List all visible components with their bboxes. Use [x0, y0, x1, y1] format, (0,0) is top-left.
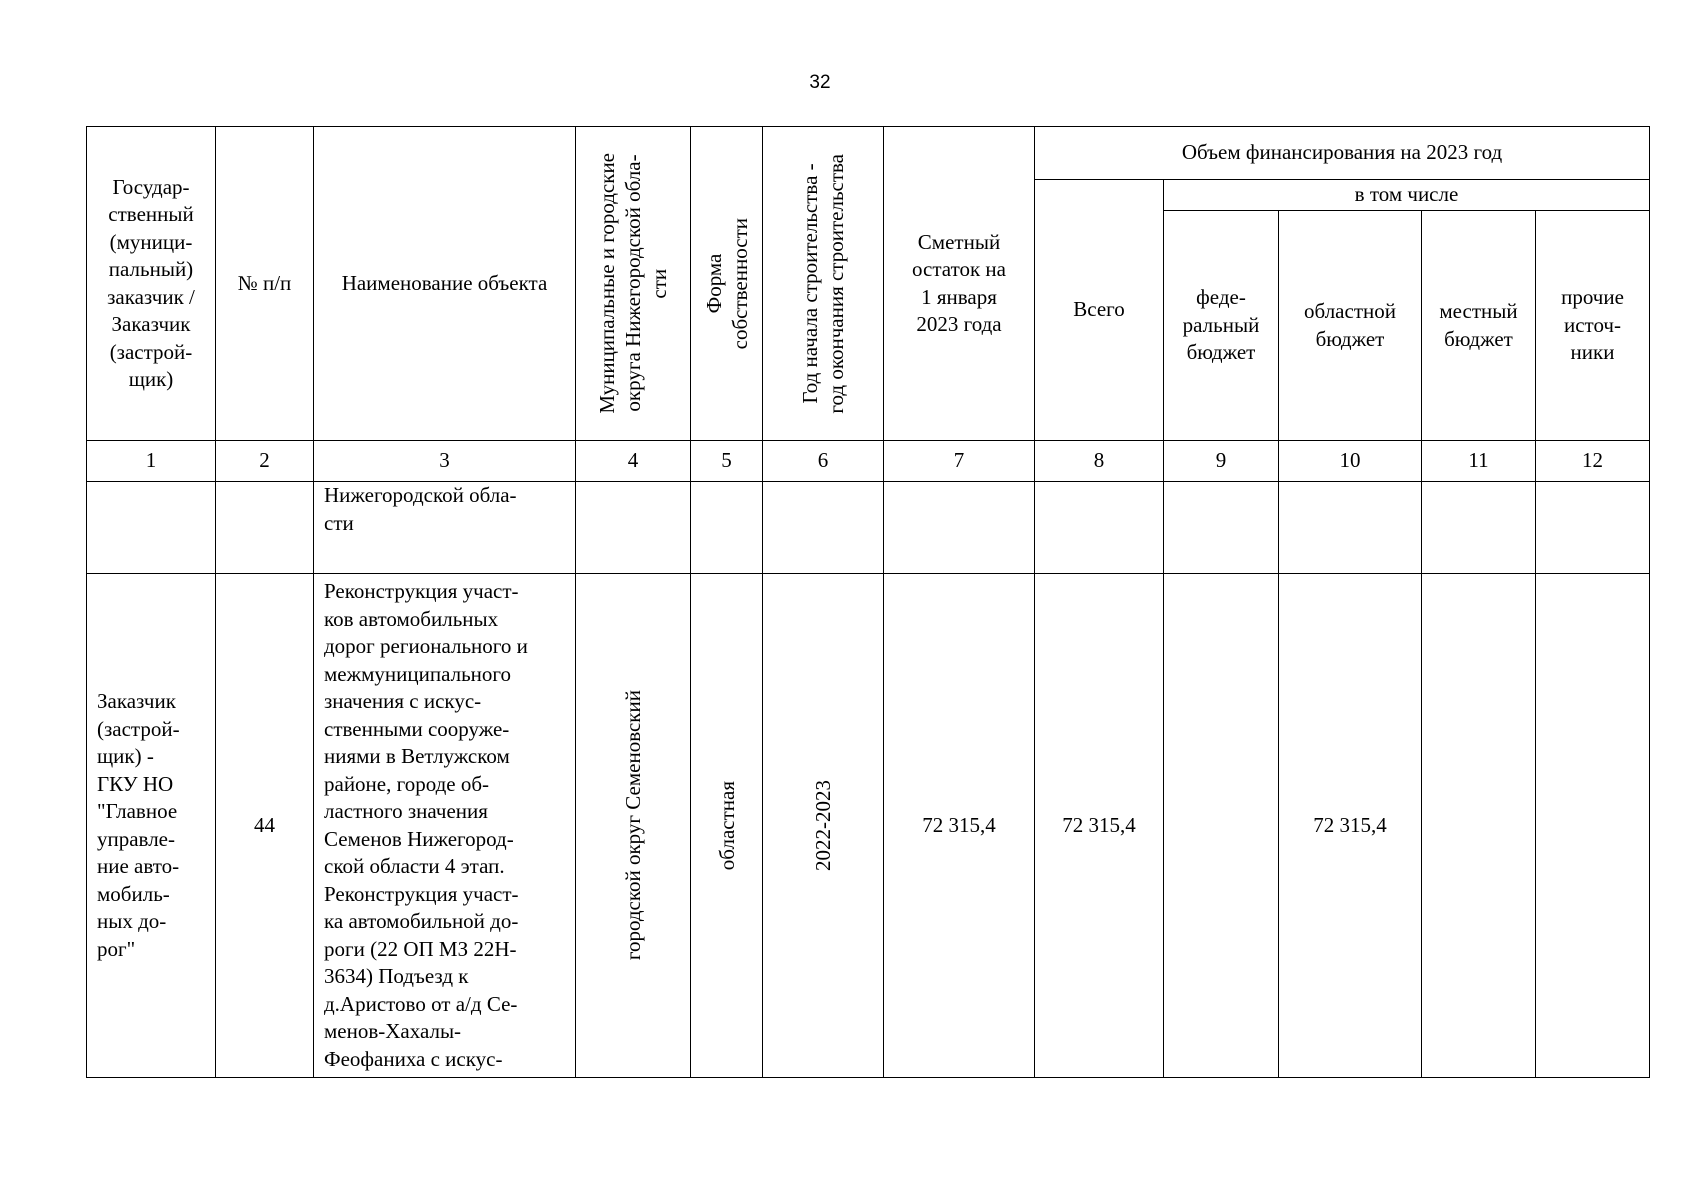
- header-ownership-text: Форма собственности: [701, 217, 752, 350]
- cell-remaining: 72 315,4: [884, 574, 1035, 1078]
- cell-remaining: [884, 482, 1035, 574]
- header-local: местный бюджет: [1422, 211, 1536, 441]
- cell-other: [1536, 574, 1650, 1078]
- column-number: 8: [1035, 441, 1164, 482]
- header-customer: Государ- ственный (муници- пальный) заказчик / Заказчик (застрой- щик): [87, 127, 216, 441]
- cell-ownership: [691, 482, 763, 574]
- cell-np: 44: [216, 574, 314, 1078]
- header-federal: феде- ральный бюджет: [1164, 211, 1279, 441]
- cell-other: [1536, 482, 1650, 574]
- column-number: 1: [87, 441, 216, 482]
- cell-years: [763, 482, 884, 574]
- header-regional: областной бюджет: [1279, 211, 1422, 441]
- column-number: 2: [216, 441, 314, 482]
- cell-np: [216, 482, 314, 574]
- header-total: Всего: [1035, 180, 1164, 441]
- header-ownership: [691, 127, 763, 441]
- column-number: 10: [1279, 441, 1422, 482]
- cell-total: [1035, 482, 1164, 574]
- cell-object-name: Реконструкция участ- ков автомобильных дорог регионального и межмуниципального значения с искус- ственными сооруже- ниями в Ветлужском районе, городе об- ластного значения Семенов Нижегород- ской области 4 этап. Реконструкция участ- ка автомобильной до- роги (22 ОП МЗ 22Н- 3634) Подъезд к д.Аристово от а/д Се- менов-Хахалы- Феофаниха с искус-: [314, 574, 576, 1078]
- cell-regional: [1279, 482, 1422, 574]
- header-object-name: Наименование объекта: [314, 127, 576, 441]
- column-number: 5: [691, 441, 763, 482]
- header-municipality-text: Муниципальные и городские округа Нижегородской обла- сти: [595, 153, 671, 414]
- column-numbers-row: [87, 441, 1650, 482]
- header-row-1: [87, 127, 1650, 180]
- cell-local: [1422, 482, 1536, 574]
- cell-years-text: 2022-2023: [811, 780, 835, 871]
- column-number: 7: [884, 441, 1035, 482]
- cell-years: [763, 574, 884, 1078]
- cell-local: [1422, 574, 1536, 1078]
- column-number: 9: [1164, 441, 1279, 482]
- header-years: [763, 127, 884, 441]
- header-remaining: Сметный остаток на 1 января 2023 года: [884, 127, 1035, 441]
- cell-regional: 72 315,4: [1279, 574, 1422, 1078]
- header-funding: Объем финансирования на 2023 год: [1035, 127, 1650, 180]
- cell-federal: [1164, 482, 1279, 574]
- cell-ownership-text: областная: [714, 780, 739, 871]
- cell-federal: [1164, 574, 1279, 1078]
- table-row: [87, 574, 1650, 1078]
- cell-customer: [87, 482, 216, 574]
- header-years-text: Год начала строительства - год окончания строительства: [798, 153, 848, 414]
- cell-municipality: [576, 574, 691, 1078]
- header-other: прочие источ- ники: [1536, 211, 1650, 441]
- cell-municipality-text: городской округ Семеновский: [621, 690, 645, 961]
- page-number: 32: [809, 72, 831, 93]
- column-number: 11: [1422, 441, 1536, 482]
- cell-ownership: [691, 574, 763, 1078]
- header-including: в том числе: [1164, 180, 1650, 211]
- column-number: 3: [314, 441, 576, 482]
- cell-total: 72 315,4: [1035, 574, 1164, 1078]
- table-row: [87, 482, 1650, 574]
- column-number: 6: [763, 441, 884, 482]
- header-np: № п/п: [216, 127, 314, 441]
- header-municipality: [576, 127, 691, 441]
- cell-customer: Заказчик (застрой- щик) - ГКУ НО "Главное управле- ние авто- мобиль- ных до- рог": [87, 574, 216, 1078]
- column-number: 4: [576, 441, 691, 482]
- column-number: 12: [1536, 441, 1650, 482]
- cell-municipality: [576, 482, 691, 574]
- financing-table: [86, 126, 1650, 1078]
- cell-object-name: Нижегородской обла- сти: [314, 482, 576, 574]
